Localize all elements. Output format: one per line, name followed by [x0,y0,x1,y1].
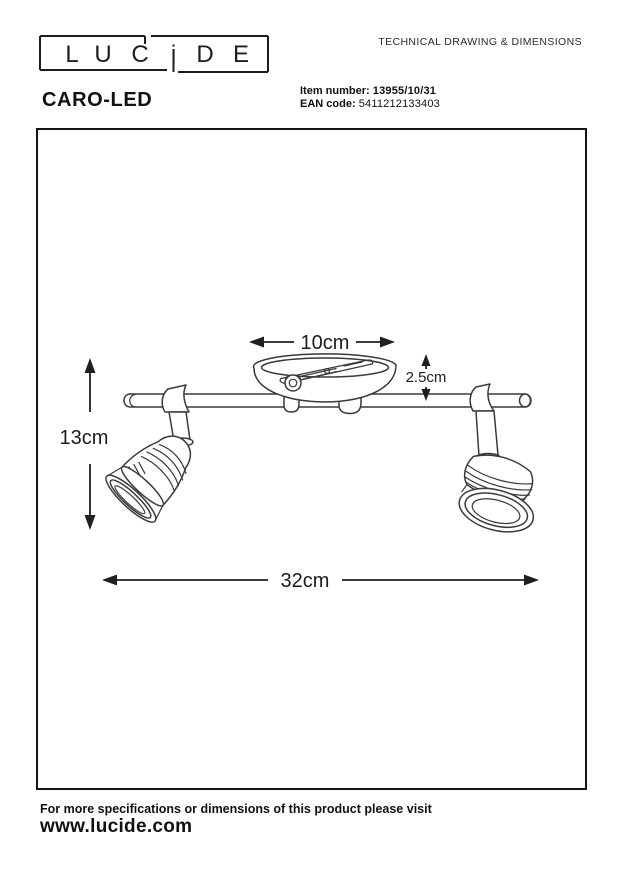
product-identifiers [300,85,440,111]
dim-label-2-5cm: 2.5cm [405,369,447,386]
logo-letter-u: U [94,41,112,68]
dim-label-32cm: 32cm [280,570,330,592]
dim-label-10cm: 10cm [300,332,350,354]
item-number-row [300,85,440,98]
ean-code-row [300,98,440,111]
dimension-total-height [60,358,109,530]
logo-letter-i: i [170,41,177,68]
dim-label-13cm: 13cm [59,427,109,449]
footer-note: For more specifications or dimensions of this product please visit [40,802,432,816]
item-number-label: Item number: [300,85,370,97]
canopy-screw [285,375,301,391]
ean-code-value: 5411212133403 [358,98,441,110]
ean-code-label: EAN code: [300,98,356,110]
item-number-value: 13955/10/31 [372,85,437,97]
logo-letter-c: C [131,41,149,68]
drawing-frame [36,128,587,790]
lucide-logo [39,33,271,77]
technical-drawing [38,130,585,788]
right-spot-stem [476,411,498,456]
logo-letter-l: L [65,41,79,68]
product-name: CARO-LED [42,89,153,111]
document-title: TECHNICAL DRAWING & DIMENSIONS [378,36,582,48]
logo-letter-d: D [196,41,214,68]
logo-letter-e: E [232,41,250,68]
website-url: www.lucide.com [40,816,193,837]
dimension-canopy-width [249,332,395,354]
right-spot-body [452,449,547,540]
left-spot-body [101,419,209,528]
dimension-total-width [102,570,539,592]
